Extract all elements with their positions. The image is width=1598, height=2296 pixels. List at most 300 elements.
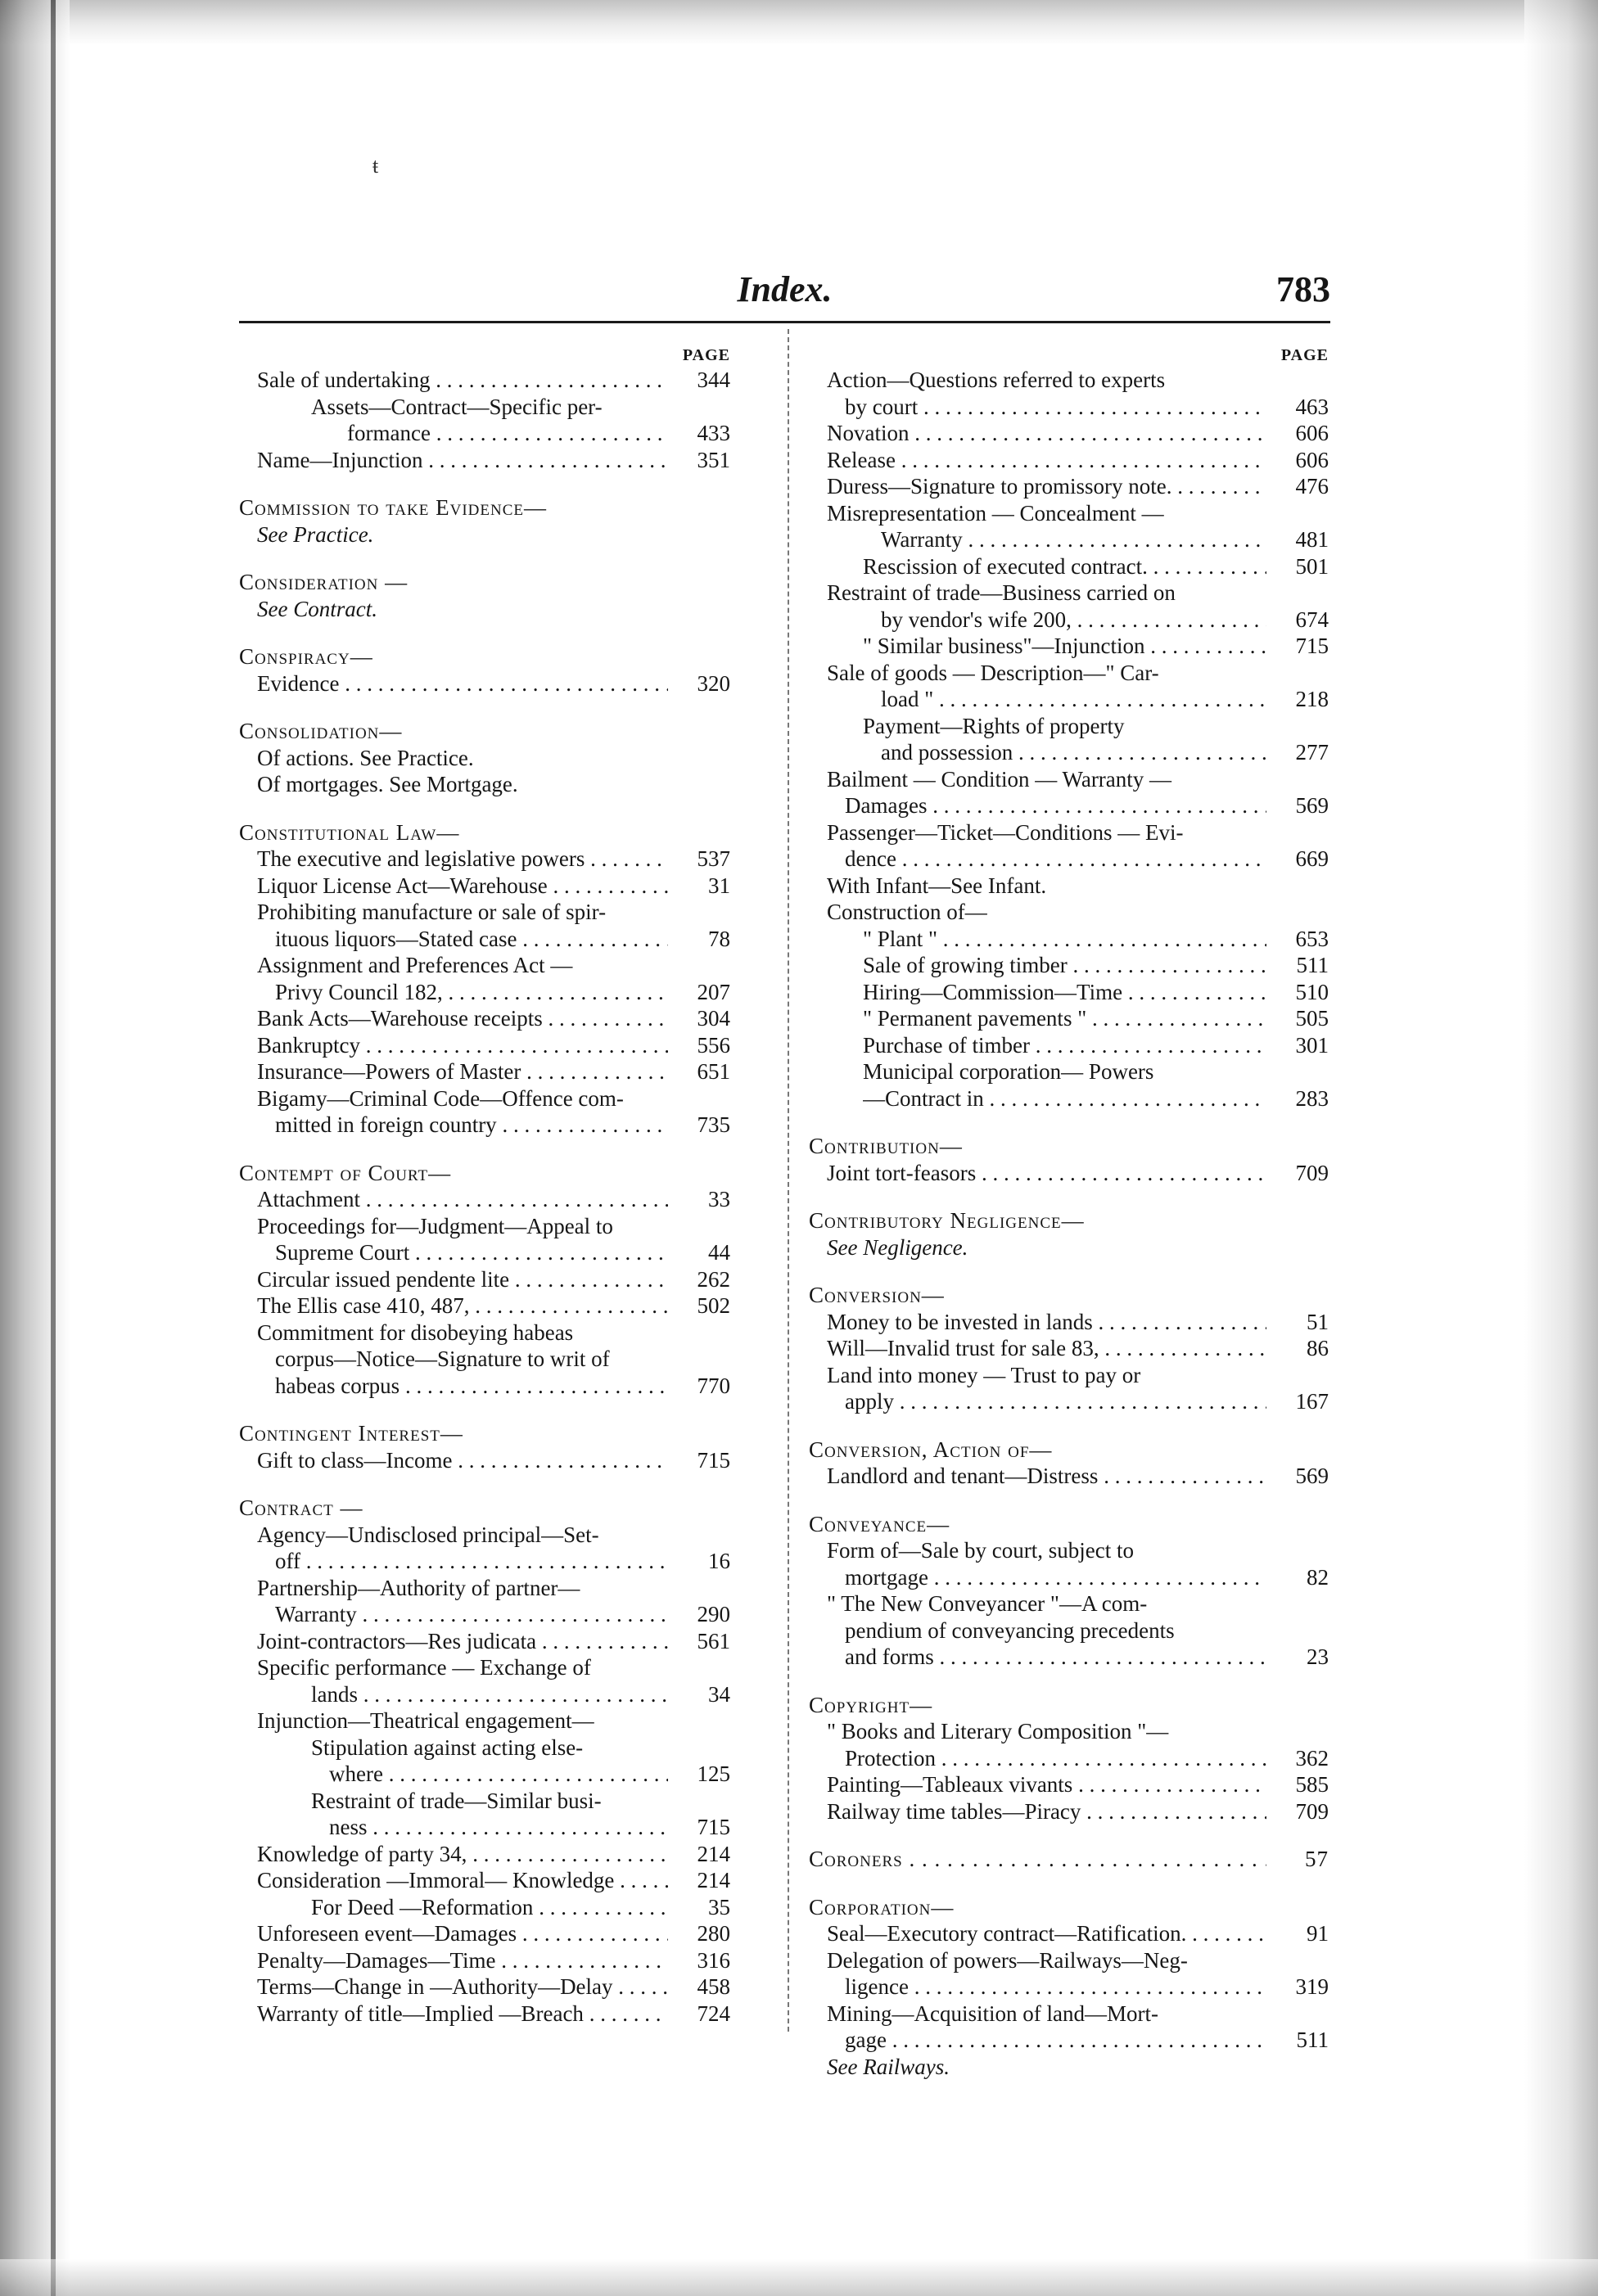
index-line (809, 1388, 1329, 1415)
index-line (809, 1745, 1329, 1772)
index-line-text: Commitment for disobeying habeas (257, 1319, 574, 1345)
page-reference: 34 (708, 1681, 730, 1707)
index-line (809, 1798, 1329, 1825)
page-reference: 569 (1295, 1464, 1329, 1488)
page-reference: 510 (1295, 979, 1329, 1004)
index-line (809, 1617, 1329, 1644)
page-reference: 51 (1307, 1309, 1329, 1334)
index-heading: Coroners . . . (809, 1846, 1266, 1873)
index-line-text: Warranty . . . (881, 526, 1266, 553)
index-line (239, 899, 730, 926)
index-line-text: Specific performance — Exchange of (257, 1655, 591, 1680)
index-line (239, 367, 730, 394)
page-reference: 651 (697, 1059, 730, 1084)
index-line-text: The Ellis case 410, 487, . . . (257, 1292, 668, 1319)
index-line-text: Penalty—Damages—Time . . . (257, 1947, 668, 1974)
index-line (239, 926, 730, 953)
index-line (809, 447, 1329, 474)
index-line (809, 1920, 1329, 1947)
index-entry-group (809, 1282, 1329, 1415)
page-reference: 301 (1295, 1032, 1329, 1058)
index-line (239, 1841, 730, 1868)
page-reference: 458 (697, 1974, 730, 1999)
index-line-text: Agency—Undisclosed principal—Set- (257, 1522, 599, 1547)
book-spine (51, 0, 56, 2296)
page-reference: 511 (1296, 953, 1329, 977)
index-line (239, 1947, 730, 1974)
index-line (809, 1463, 1329, 1490)
page-reference: 207 (697, 979, 730, 1004)
index-line (809, 1234, 1329, 1261)
index-line-text: With Infant—See Infant. (827, 873, 1047, 898)
index-line-text: Action—Questions referred to experts (827, 368, 1166, 392)
index-line-text: Liquor License Act—Warehouse . . . (257, 873, 668, 900)
index-line-text: Rescission of executed contract. . . . (863, 553, 1266, 580)
index-line-text: The executive and legislative powers . . . (257, 846, 668, 873)
page-reference: 606 (1295, 421, 1329, 445)
index-line-text: See Practice. (257, 521, 374, 547)
index-entry-group (239, 643, 730, 697)
index-line (809, 1362, 1329, 1389)
index-line-text: " Similar business"—Injunction . . . (863, 633, 1266, 660)
index-line (239, 2001, 730, 2028)
index-line-text: and possession . . . (881, 739, 1266, 766)
index-line (239, 1266, 730, 1293)
page-reference: 735 (697, 1112, 730, 1137)
index-line-text: by court . . . (845, 394, 1266, 421)
index-line (239, 1239, 730, 1266)
page-reference: 316 (697, 1947, 730, 1973)
index-line-text: Hiring—Commission—Time . . . (863, 979, 1266, 1006)
index-line-text: Prohibiting manufacture or sale of spir- (257, 900, 607, 924)
index-line-text: Release . . . (827, 447, 1266, 474)
index-line (239, 670, 730, 697)
index-line (809, 526, 1329, 553)
index-heading: Consolidation— (239, 719, 403, 743)
index-entry-group (239, 718, 730, 798)
index-entry-group (809, 1437, 1329, 1490)
index-line (239, 1213, 730, 1240)
index-line (239, 1894, 730, 1921)
index-line-text: Warranty . . . (275, 1601, 668, 1628)
index-entry-group (809, 1511, 1329, 1671)
running-title: Index. (737, 269, 833, 309)
index-line-text: formance . . . (347, 420, 668, 447)
page-reference: 214 (697, 1868, 730, 1892)
index-line-text: habeas corpus . . . (275, 1373, 668, 1400)
index-line (239, 771, 730, 798)
index-line-text: Assignment and Preferences Act — (257, 953, 573, 977)
index-line-text: Knowledge of party 34, . . . (257, 1841, 668, 1868)
page-reference: 569 (1295, 793, 1329, 818)
index-line-text: Restraint of trade—Business carried on (827, 580, 1176, 605)
index-entry-group (809, 1692, 1329, 1825)
index-line (809, 553, 1329, 580)
index-line (239, 979, 730, 1006)
index-heading: Contributory Negligence— (809, 1208, 1085, 1233)
index-line-text: Joint tort-feasors . . . (827, 1160, 1266, 1187)
index-line (239, 1319, 730, 1346)
index-line-text: Of actions. See Practice. (257, 745, 474, 770)
index-line-text: Mining—Acquisition of land—Mort- (827, 2001, 1158, 2026)
index-line (239, 1601, 730, 1628)
index-line (809, 846, 1329, 873)
index-line-text: apply . . . (845, 1388, 1266, 1415)
page-reference: 674 (1295, 607, 1329, 632)
index-line (239, 1628, 730, 1655)
index-line-text: Bank Acts—Warehouse receipts . . . (257, 1005, 668, 1032)
index-line-text: mitted in foreign country . . . (275, 1112, 668, 1139)
index-heading: Contribution— (809, 1134, 963, 1158)
index-line-text: Land into money — Trust to pay or (827, 1362, 1141, 1387)
index-entry-group (239, 569, 730, 622)
index-line (239, 952, 730, 979)
page-reference: 44 (708, 1240, 730, 1265)
page-reference: 320 (697, 670, 730, 696)
index-line-text: Warranty of title—Implied —Breach . . . (257, 2001, 668, 2028)
page-reference: 33 (708, 1187, 730, 1211)
index-line (809, 660, 1329, 687)
index-line-text: Delegation of powers—Railways—Neg- (827, 1947, 1188, 1973)
index-line-text: Money to be invested in lands . . . (827, 1309, 1266, 1336)
index-entry-group (809, 1846, 1329, 1873)
index-line-text: Protection . . . (845, 1745, 1266, 1772)
index-line (239, 1292, 730, 1319)
page-reference: 501 (1295, 553, 1329, 579)
index-line-text: Proceedings for—Judgment—Appeal to (257, 1213, 613, 1238)
page-reference: 669 (1295, 846, 1329, 871)
index-line (239, 1005, 730, 1032)
index-heading: Copyright— (809, 1692, 933, 1717)
index-line-text: ituous liquors—Stated case . . . (275, 926, 668, 953)
index-line (239, 1814, 730, 1841)
page-reference: 23 (1307, 1644, 1329, 1669)
page-reference: 16 (708, 1549, 730, 1573)
index-line-text: Landlord and tenant—Distress . . . (827, 1463, 1266, 1490)
index-line-text: Bankruptcy . . . (257, 1032, 668, 1059)
page-reference: 362 (1295, 1745, 1329, 1770)
page-reference: 724 (697, 2001, 730, 2026)
index-heading: Commission to take Evidence— (239, 495, 547, 520)
page-reference: 262 (697, 1266, 730, 1292)
index-line (239, 1186, 730, 1213)
index-line (809, 394, 1329, 421)
index-line-text: corpus—Notice—Signature to writ of (275, 1346, 610, 1371)
index-line-text: —Contract in . . . (863, 1085, 1266, 1112)
index-entry-group (239, 1160, 730, 1400)
index-line-text: ligence . . . (845, 1973, 1266, 2001)
index-line-text: off . . . (275, 1548, 668, 1575)
index-line-text: and forms . . . (845, 1644, 1266, 1671)
index-entry-group (239, 819, 730, 1139)
index-line-text: Stipulation against acting else- (311, 1734, 584, 1760)
index-line (809, 1590, 1329, 1617)
index-line-text: " Books and Literary Composition "— (827, 1719, 1169, 1743)
header-rule (239, 321, 1330, 323)
index-line-text: " Permanent pavements " . . . (863, 1005, 1266, 1032)
scan-edge-left (0, 0, 70, 2296)
index-line (809, 1947, 1329, 1974)
page-reference: 277 (1295, 740, 1329, 765)
index-heading: Conversion— (809, 1283, 945, 1307)
page-reference: 463 (1295, 394, 1329, 419)
index-line (239, 1058, 730, 1085)
index-line (809, 580, 1329, 607)
index-line (239, 1085, 730, 1112)
index-line-text: Restraint of trade—Similar busi- (311, 1788, 602, 1813)
index-line (239, 745, 730, 772)
index-line-text: See Contract. (257, 596, 377, 621)
index-line (809, 686, 1329, 713)
index-line-text: Novation . . . (827, 420, 1266, 447)
index-line (809, 2027, 1329, 2054)
page-reference: 709 (1295, 1798, 1329, 1824)
page-reference: 351 (697, 447, 730, 472)
index-line (809, 899, 1329, 926)
index-line (239, 596, 730, 623)
index-line (809, 1973, 1329, 2001)
index-line (809, 1644, 1329, 1671)
index-line-text: Duress—Signature to promissory note. . . . (827, 473, 1266, 500)
page-reference: 82 (1307, 1564, 1329, 1590)
index-entry-group (239, 1495, 730, 2027)
index-line-text: Will—Invalid trust for sale 83, . . . (827, 1335, 1266, 1362)
index-line (809, 713, 1329, 740)
scan-edge-top (0, 0, 1598, 45)
index-line (809, 1160, 1329, 1187)
page-reference: 344 (697, 368, 730, 392)
page-reference: 585 (1295, 1772, 1329, 1797)
index-line (239, 1575, 730, 1602)
index-line (809, 633, 1329, 660)
index-line (809, 766, 1329, 793)
index-heading: Constitutional Law— (239, 819, 460, 845)
index-line (809, 1058, 1329, 1085)
page-reference: 35 (708, 1894, 730, 1919)
index-line-text: gage . . . (845, 2027, 1266, 2054)
index-line (809, 1005, 1329, 1032)
index-line-text: Form of—Sale by court, subject to (827, 1538, 1134, 1563)
page-reference: 561 (697, 1628, 730, 1653)
page-reference: 214 (697, 1841, 730, 1866)
index-line-text: Railway time tables—Piracy . . . (827, 1798, 1266, 1825)
index-line (239, 1346, 730, 1373)
page-reference: 78 (708, 926, 730, 951)
index-line (809, 473, 1329, 500)
page-reference: 556 (697, 1032, 730, 1058)
index-line (239, 1548, 730, 1575)
index-line (809, 607, 1329, 634)
index-heading: Conspiracy— (239, 644, 373, 669)
page-reference: 715 (1295, 634, 1329, 658)
index-line (239, 873, 730, 900)
index-line (809, 1564, 1329, 1591)
index-line-text: Circular issued pendente lite . . . (257, 1266, 668, 1293)
index-line-text: dence . . . (845, 846, 1266, 873)
index-heading: Conveyance— (809, 1511, 950, 1536)
index-line-text: " Plant " . . . (863, 926, 1266, 953)
index-line-text: pendium of conveyancing precedents (845, 1617, 1175, 1643)
page-number: 783 (1276, 269, 1330, 309)
page-reference: 31 (708, 873, 730, 898)
page-reference: 86 (1307, 1336, 1329, 1360)
page-reference: 653 (1295, 926, 1329, 951)
index-line (809, 979, 1329, 1006)
index-line (809, 1032, 1329, 1059)
page-reference: 290 (697, 1602, 730, 1626)
index-entry-group (809, 1133, 1329, 1186)
index-line-text: by vendor's wife 200, . . . (881, 607, 1266, 634)
index-line (239, 1707, 730, 1734)
index-line-text: Municipal corporation— Powers (863, 1059, 1154, 1084)
index-line (809, 367, 1329, 394)
index-line-text: Joint-contractors—Res judicata . . . (257, 1628, 668, 1655)
index-heading: Consideration — (239, 570, 409, 594)
index-line (239, 1447, 730, 1474)
index-line (239, 1032, 730, 1059)
index-line-text: Supreme Court . . . (275, 1239, 668, 1266)
index-line (239, 1522, 730, 1549)
index-line-text: Bailment — Condition — Warranty — (827, 766, 1172, 792)
index-line (809, 1771, 1329, 1798)
index-heading: Corporation— (809, 1894, 955, 1919)
index-line-text: Sale of undertaking . . . (257, 367, 668, 394)
index-line-text: mortgage . . . (845, 1564, 1266, 1591)
page-reference: 476 (1295, 474, 1329, 498)
right-page-label: PAGE (1280, 346, 1329, 364)
page-reference: 280 (697, 1921, 730, 1946)
index-line (239, 1973, 730, 2001)
index-line-text: Terms—Change in —Authority—Delay . . . (257, 1973, 668, 2001)
index-entry-group (809, 1207, 1329, 1261)
page-reference: 537 (697, 846, 730, 871)
index-line (809, 2001, 1329, 2028)
index-line-text: Unforeseen event—Damages . . . (257, 1920, 668, 1947)
page-reference: 606 (1295, 447, 1329, 472)
index-heading: Contract — (239, 1495, 363, 1520)
index-line-text: Assets—Contract—Specific per- (311, 394, 603, 419)
page-reference: 715 (697, 1815, 730, 1839)
index-line (809, 1537, 1329, 1564)
column-divider (788, 329, 789, 2032)
index-line-text: Seal—Executory contract—Ratification. . . . (827, 1920, 1266, 1947)
page-reference: 505 (1295, 1006, 1329, 1031)
page-reference: 511 (1296, 2028, 1329, 2052)
index-line-text: Sale of growing timber . . . (863, 952, 1266, 979)
index-line (809, 792, 1329, 819)
page-reference: 709 (1295, 1160, 1329, 1185)
index-heading-line (809, 1846, 1329, 1873)
page-reference: 283 (1295, 1085, 1329, 1111)
index-line (239, 1788, 730, 1815)
index-line-text: ness . . . (329, 1814, 668, 1841)
index-line (239, 1867, 730, 1894)
index-line-text: See Railways. (827, 2054, 950, 2079)
index-line-text: See Negligence. (827, 1234, 968, 1260)
index-heading: Contempt of Court— (239, 1160, 452, 1185)
index-line-text: Passenger—Ticket—Conditions — Evi- (827, 819, 1184, 845)
index-line (809, 739, 1329, 766)
page-header (239, 268, 1330, 326)
index-line (239, 1373, 730, 1400)
page-reference: 319 (1295, 1974, 1329, 1999)
page-reference: 304 (697, 1006, 730, 1031)
index-line (809, 500, 1329, 527)
index-line-text: " The New Conveyancer "—A com- (827, 1591, 1148, 1616)
page-reference: 167 (1295, 1389, 1329, 1414)
index-line (809, 819, 1329, 846)
index-line (809, 1309, 1329, 1336)
index-line-text: Consideration —Immoral— Knowledge . . . (257, 1867, 668, 1894)
index-entry-group (809, 367, 1329, 1112)
index-line-text: Evidence . . . (257, 670, 668, 697)
index-line (809, 873, 1329, 900)
index-line-text: Insurance—Powers of Master . . . (257, 1058, 668, 1085)
page-reference: 57 (1305, 1847, 1329, 1871)
index-line (239, 1920, 730, 1947)
index-entry-group (239, 1420, 730, 1473)
index-line (809, 1085, 1329, 1112)
index-line-text: where . . . (329, 1761, 668, 1788)
page-reference: 715 (697, 1447, 730, 1473)
index-line (239, 521, 730, 548)
left-page-label: PAGE (682, 346, 730, 364)
index-line-text: Privy Council 182, . . . (275, 979, 668, 1006)
index-line (809, 420, 1329, 447)
index-line (809, 926, 1329, 953)
index-line-text: Bigamy—Criminal Code—Offence com- (257, 1085, 624, 1111)
index-line-text: lands . . . (311, 1681, 668, 1708)
index-line-text: Construction of— (827, 900, 987, 924)
index-line-text: Partnership—Authority of partner— (257, 1575, 580, 1600)
index-line-text: For Deed —Reformation . . . (311, 1894, 668, 1921)
index-line (239, 1681, 730, 1708)
scan-edge-right (1524, 0, 1598, 2296)
index-line (239, 394, 730, 421)
index-line (239, 420, 730, 447)
scan-edge-bottom (0, 2259, 1598, 2296)
index-line-text: Sale of goods — Description—" Car- (827, 660, 1159, 685)
index-line-text: Of mortgages. See Mortgage. (257, 772, 518, 796)
page-reference: 770 (697, 1373, 730, 1398)
index-line-text: Name—Injunction . . . (257, 447, 668, 474)
page-reference: 91 (1307, 1921, 1329, 1946)
index-line-text: Payment—Rights of property (863, 713, 1125, 738)
page-reference: 125 (697, 1761, 730, 1786)
index-line-text: Damages . . . (845, 792, 1266, 819)
index-line (809, 2054, 1329, 2081)
right-column (809, 342, 1329, 2080)
index-line (809, 952, 1329, 979)
index-heading: Contingent Interest— (239, 1421, 463, 1446)
index-entry-group (239, 494, 730, 548)
page-reference: 502 (697, 1293, 730, 1318)
index-line-text: Painting—Tableaux vivants . . . (827, 1771, 1266, 1798)
index-line-text: Attachment . . . (257, 1186, 668, 1213)
index-line-text: Injunction—Theatrical engagement— (257, 1708, 594, 1733)
left-column (239, 342, 730, 2027)
index-line-text: Purchase of timber . . . (863, 1032, 1266, 1059)
index-line (809, 1335, 1329, 1362)
index-line-text: Misrepresentation — Concealment — (827, 500, 1164, 526)
index-line (239, 1734, 730, 1761)
index-entry-group (239, 367, 730, 473)
page-reference: 433 (697, 421, 730, 445)
index-line (239, 1112, 730, 1139)
index-line (239, 447, 730, 474)
index-line-text: Gift to class—Income . . . (257, 1447, 668, 1474)
index-line-text: load " . . . (881, 686, 1266, 713)
